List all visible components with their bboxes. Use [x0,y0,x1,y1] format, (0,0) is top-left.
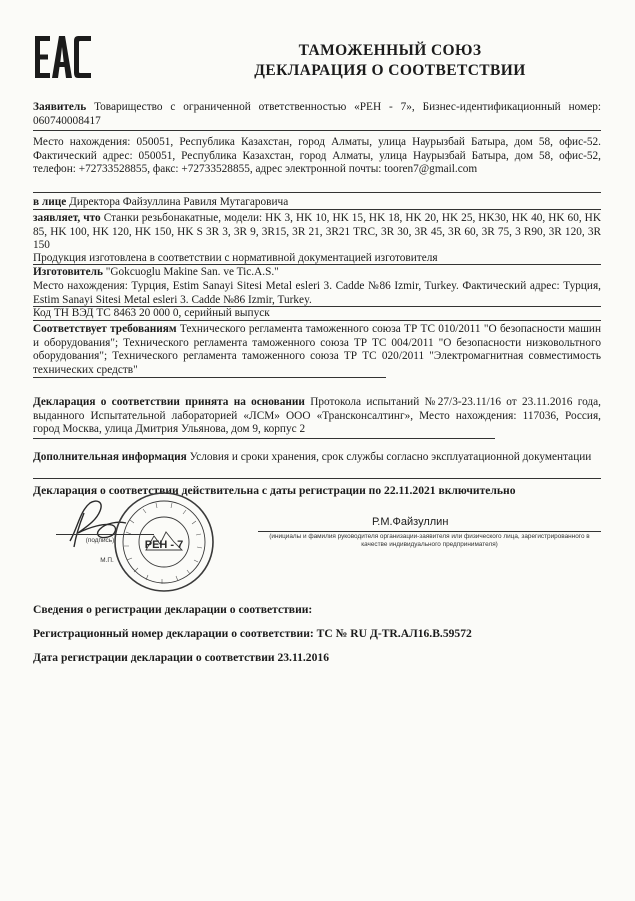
basis-block [33,396,601,437]
company-seal [112,490,216,594]
basis-label: Декларация о соответствии принята на основании [33,396,305,408]
eac-logo [33,34,93,80]
signatory-name: Р.М.Файзуллин [372,516,449,528]
conforms-label: Соответствует требованиям [33,323,177,335]
caption-name: (инициалы и фамилия руководителя организации-заявителя или физического лица, зарегистрированного в качестве индивидуального предпринимателя) [269,533,590,548]
declares-text: Станки резьбонакатные, модели: HK 3, HK 10, HK 15, HK 18, HK 20, HK 25, HK30, HK 40, HK 60, HK 85, HK 100, HK 120, HK 150, HK S 3R 3, 3R 9, 3R15, 3R 21, 3R21 TRC, 3R 30, 3R 45, 3R 60, 3R 75, 3 R90, 3R 120, 3R 150 [33,212,602,252]
manufacturer-address: Место нахождения: Турция, Estim Sanayi Sitesi Metal esleri 3. Cadde №86 Izmir, Turkey. Фактический адрес: Турция, Estim Sanayi Sitesi Metal esleri 3. Cadde №86 Izmir, Turkey. [33,280,601,306]
caption-signature: (подпись) [85,537,115,544]
registration-title: Сведения о регистрации декларации о соответствии: [33,603,313,616]
applicant-address: Место нахождения: 050051, Республика Казахстан, город Алматы, улица Наурызбай Батыра, дом 58, офис-52. Фактический адрес: 050051, Республика Казахстан, город Алматы, улица Наурызбай Батыра, дом 58, офис-52, телефон: +72733528855, факс: +72733528855, адрес электронной почты: tooren7@gmail.com [33,136,601,176]
product-code: Код ТН ВЭД ТС 8463 20 000 0, серийный выпуск [33,307,270,319]
declares-label: заявляет, что [33,212,101,224]
basis-text: Протокола испытаний №27/3-23.11/16 от 23.11.2016 года, выданного Испытательной лабораторией «ЛСМ» ООО «Трансконсалтинг», Место нахождения: 117036, Россия, город Москва, улица Дмитрия Ульянова, дом 9, корпус 2 [33,396,601,436]
caption-mp: М.П. [100,557,114,564]
manufacturer-name: "Gokcuoglu Makine San. ve Tic.A.S." [105,266,279,278]
manufacturer-label: Изготовитель [33,266,103,278]
applicant-text: Товарищество с ограниченной ответственностью «РЕН - 7», Бизнес-идентификационный номер: 060740008417 [33,101,601,127]
conforms-block [33,323,601,377]
declares-block [33,212,601,253]
additional-block [33,451,601,465]
validity-line: Декларация о соответствии действительна с даты регистрации по 22.11.2021 включительно [33,484,516,497]
registration-number: Регистрационный номер декларации о соответствии: ТС № RU Д-TR.АЛ16.В.59572 [33,627,472,640]
header-union: ТАМОЖЕННЫЙ СОЮЗ [298,42,482,59]
person-text: Директора Файзуллина Равиля Мутагаровича [69,196,289,208]
seal-center-text: РЕН - 7 [144,539,184,551]
person-label: в лице [33,196,67,208]
applicant-label: Заявитель [33,101,87,113]
additional-text: Условия и сроки хранения, срок службы согласно эксплуатационной документации [189,451,592,463]
additional-label: Дополнительная информация [33,451,187,463]
registration-date: Дата регистрации декларации о соответствии 23.11.2016 [33,651,329,664]
person-block [33,196,601,210]
applicant-block [33,101,601,128]
produced-note: Продукция изготовлена в соответствии с нормативной документацией изготовителя [33,252,438,264]
conforms-text: Технического регламента таможенного союза ТР ТС 010/2011 "О безопасности машин и оборудования"; Технического регламента таможенного союза ТР ТС 004/2011 "О безопасности низковольтного оборудования"; Технического регламента таможенного союза ТР ТС 020/2011 "Электромагнитная совместимость технических средств" [33,323,601,376]
header-title: ДЕКЛАРАЦИЯ О СООТВЕТСТВИИ [254,62,526,79]
manufacturer-block [33,266,601,280]
